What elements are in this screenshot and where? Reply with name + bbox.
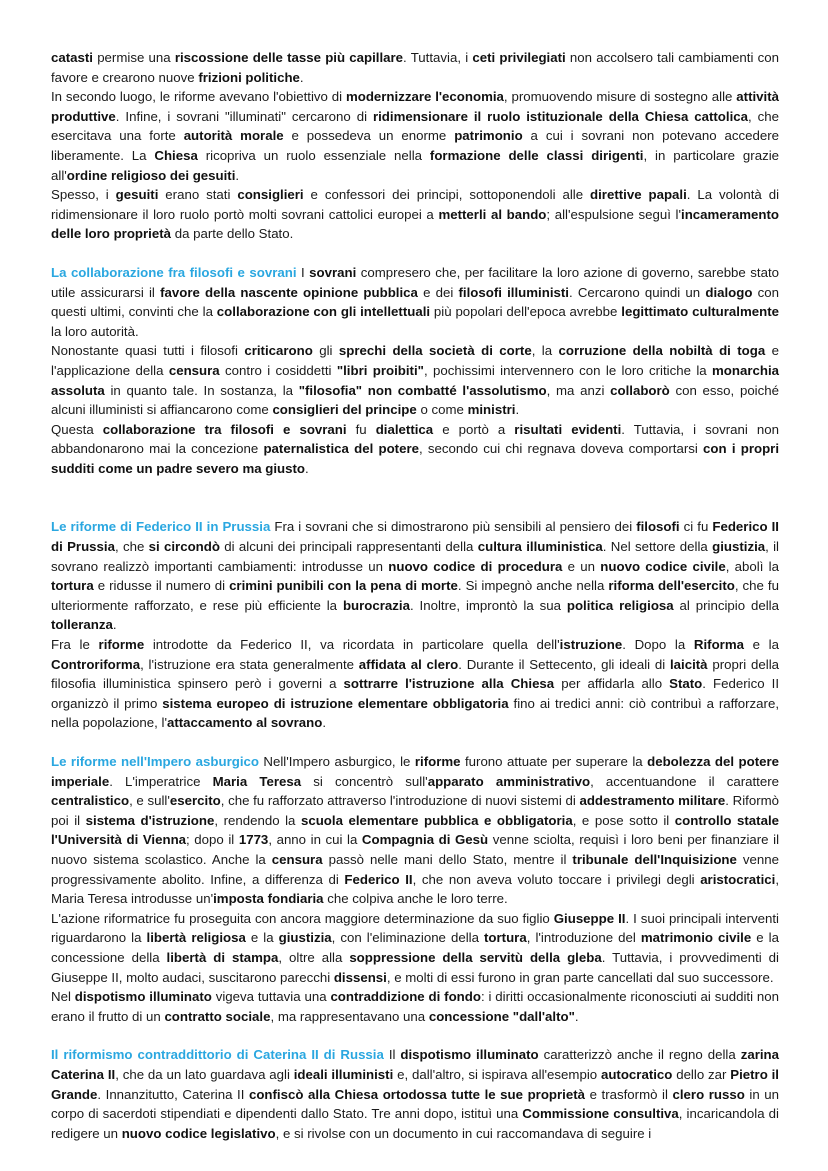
bold-term: centralistico — [51, 793, 130, 809]
bold-term: favore della nascente opinione pubblica — [160, 284, 418, 300]
bold-term: confiscò alla Chiesa ortodossa tutte le sue proprietà — [248, 1086, 586, 1102]
bold-term: Federico II — [344, 871, 413, 887]
text-run: , oltre alla — [278, 949, 350, 965]
text-run: , pochissimi intervennero con le loro critiche la — [423, 362, 712, 378]
text-run: per affidarla allo — [554, 676, 670, 692]
text-run: compresero che, per facilitare la loro azione di governo, sarebbe stato utile assicurarsi il — [51, 264, 780, 300]
bold-term: nuovo codice legislativo — [121, 1125, 276, 1141]
text-run: . Tuttavia, i sovrani non abbandonarono mai la concezione — [51, 421, 779, 457]
bold-term: libertà religiosa — [146, 930, 246, 946]
text-run: da parte dello Stato. — [171, 226, 294, 242]
bold-term: autorità morale — [183, 128, 284, 144]
text-run: si concentrò sull' — [301, 773, 428, 789]
bold-term: filosofi — [636, 519, 680, 535]
bold-term: tolleranza — [51, 617, 113, 633]
bold-term: gesuiti — [115, 187, 159, 203]
bold-term: affidata al clero — [358, 656, 459, 672]
text-run: ; dopo il — [186, 832, 239, 848]
text-run: vigeva tuttavia una — [211, 989, 331, 1005]
section-heading: La collaborazione fra filosofi e sovrani — [51, 264, 297, 280]
bold-term: ministri — [467, 402, 516, 418]
text-run: e possedeva un enorme — [283, 128, 455, 144]
text-run: venne progressivamente abolito. Infine, a differenza di — [51, 851, 779, 887]
text-run: ; all'espulsione seguì l' — [546, 206, 682, 222]
text-run: Spesso, i — [51, 187, 116, 203]
bold-term: tribunale dell'Inquisizione — [572, 851, 737, 867]
text-run: dello zar — [672, 1066, 731, 1082]
paragraph — [51, 752, 779, 909]
paragraph-spacer — [51, 733, 779, 752]
bold-term: consiglieri del principe — [272, 402, 417, 418]
bold-term: apparato amministrativo — [427, 773, 591, 789]
text-run: , Maria Teresa introdusse un' — [51, 871, 779, 907]
bold-term: consiglieri — [237, 187, 304, 203]
bold-term: si circondò — [148, 539, 220, 555]
text-run: in un corpo di sacerdoti stipendiati e dipendenti dallo Stato. Tre anni dopo, istituì una — [51, 1086, 780, 1122]
bold-term: giustizia — [278, 930, 332, 946]
bold-term: istruzione — [559, 637, 623, 653]
text-run: Questa — [51, 421, 103, 437]
bold-term: aristocratici — [700, 871, 776, 887]
text-run: . — [112, 617, 117, 633]
text-run: , che fu ulteriormente rafforzato, e rese più efficiente la — [51, 578, 779, 613]
bold-term: "libri proibiti" — [336, 362, 424, 378]
bold-term: corruzione della nobiltà di toga — [558, 343, 766, 359]
bold-term: Riforma — [693, 637, 744, 653]
text-run: non accolsero tali cambiamenti con favore e crearono nuove — [51, 50, 779, 85]
bold-term: 1773 — [238, 832, 269, 848]
text-run: , che esercitava una forte — [51, 108, 779, 144]
bold-term: riscossione delle tasse più capillare — [174, 50, 404, 65]
bold-term: Controriforma — [51, 656, 141, 672]
bold-term: debolezza del potere imperiale — [51, 754, 780, 789]
bold-term: dialogo — [705, 284, 753, 300]
paragraph — [51, 1045, 779, 1143]
text-run: permise una — [92, 50, 175, 65]
text-run: Il — [383, 1047, 401, 1063]
text-run: e trasformò il — [585, 1086, 673, 1102]
text-run: con questi ultimi, convinti che la — [51, 284, 780, 320]
text-run: fu — [346, 421, 376, 437]
bold-term: censura — [168, 362, 220, 378]
text-run: che colpiva anche le loro terre. — [323, 891, 508, 907]
bold-term: paternalistica del potere — [263, 441, 419, 457]
paragraph-spacer — [51, 244, 779, 263]
bold-term: giustizia — [712, 539, 766, 555]
text-run: , che fu rafforzato attraverso l'introduzione di nuovi sistemi di — [220, 793, 580, 809]
bold-term: incameramento delle loro proprietà — [51, 206, 779, 242]
text-run: . — [515, 402, 520, 418]
bold-term: imposta fondiaria — [213, 891, 324, 907]
text-run: la loro autorità. — [51, 323, 139, 339]
bold-term: collaborazione con gli intellettuali — [216, 304, 431, 320]
bold-term: sistema d'istruzione — [85, 812, 215, 828]
text-run: . Riformò poi il — [51, 793, 780, 828]
paragraph-spacer — [51, 1026, 779, 1045]
text-run: In secondo luogo, le riforme avevano l'obiettivo di — [51, 89, 346, 105]
text-run: . — [235, 167, 240, 183]
text-run: . Tuttavia, i provvedimenti di Giuseppe II, molto audaci, suscitarono parecchi — [51, 949, 779, 985]
bold-term: sovrani — [309, 264, 357, 280]
bold-term: laicità — [669, 656, 708, 672]
text-run: contro i cosiddetti — [219, 362, 337, 378]
text-run: e la concessione della — [51, 930, 779, 965]
bold-term: contraddizione di fondo — [330, 989, 481, 1005]
text-run: . Inoltre, improntò la sua — [409, 597, 567, 613]
bold-term: nuovo codice di procedura — [388, 558, 563, 574]
bold-term: Giuseppe II — [553, 910, 626, 926]
text-run: e, dall'altro, si ispirava all'esempio — [393, 1066, 601, 1082]
text-run: , abolì la — [725, 558, 779, 574]
text-run: erano stati — [158, 187, 238, 203]
text-run: . — [305, 460, 309, 476]
text-run: Nell'Impero asburgico, le — [258, 754, 415, 769]
text-run: . — [574, 1008, 579, 1024]
text-run: più popolari dell'epoca avrebbe — [430, 304, 622, 320]
text-run: . Durante il Settecento, gli ideali di — [458, 656, 670, 672]
text-run: . L'imperatrice — [109, 773, 213, 789]
text-run: . — [322, 715, 327, 731]
bold-term: "filosofia" non combatté l'assolutismo — [298, 382, 547, 398]
bold-term: Maria Teresa — [212, 773, 302, 789]
bold-term: addestramento militare — [579, 793, 726, 809]
bold-term: monarchia assoluta — [51, 362, 779, 398]
bold-term: tortura — [484, 930, 527, 946]
text-run: caratterizzò anche il regno della — [538, 1047, 741, 1063]
text-run: fino ai tredici anni: ciò contribuì a rafforzare, nella popolazione, l' — [51, 695, 779, 731]
bold-term: attaccamento al sovrano — [166, 715, 323, 731]
paragraph — [51, 420, 779, 479]
text-run: . La volontà di ridimensionare il loro ruolo portò molti sovrani cattolici europei a — [51, 187, 780, 222]
bold-term: esercito — [169, 793, 221, 809]
text-run: , in particolare grazie all' — [51, 147, 780, 183]
text-run: . Cercarono quindi un — [568, 284, 706, 300]
bold-term: riforme — [98, 637, 145, 653]
bold-term: autocratico — [600, 1066, 673, 1082]
text-run: di alcuni dei principali rappresentanti della — [219, 539, 478, 555]
text-run: , il sovrano realizzò importanti cambiamenti: introdusse un — [51, 539, 780, 574]
text-run: Nonostante quasi tutti i filosofi — [51, 343, 245, 359]
section-heading: Il riformismo contraddittorio di Caterina II di Russia — [51, 1047, 384, 1063]
text-run: Fra le — [51, 637, 99, 653]
bold-term: direttive papali — [590, 187, 687, 203]
bold-term: dispotismo illuminato — [74, 989, 212, 1005]
bold-term: filosofi illuministi — [458, 284, 569, 300]
text-run: . Nel settore della — [602, 539, 713, 555]
text-run: , l'istruzione era stata generalmente — [140, 656, 359, 672]
paragraph — [51, 185, 779, 244]
bold-term: legittimato culturalmente — [621, 304, 779, 320]
text-run: al principio della — [673, 597, 779, 613]
bold-term: ridimensionare il ruolo istituzionale della Chiesa cattolica — [372, 108, 749, 124]
bold-term: formazione delle classi dirigenti — [429, 147, 644, 163]
bold-term: risultati evidenti — [514, 421, 622, 437]
bold-term: frizioni politiche — [198, 69, 300, 85]
bold-term: Commissione consultiva — [522, 1106, 679, 1122]
bold-term: Compagnia di Gesù — [361, 832, 489, 848]
text-run: e l'applicazione della — [51, 343, 780, 378]
bold-term: burocrazia — [342, 597, 410, 613]
bold-term: contratto sociale — [164, 1008, 271, 1024]
text-run: furono attuate per superare la — [460, 754, 648, 769]
bold-term: riforma dell'esercito — [608, 578, 735, 594]
text-run: , secondo cui chi regnava doveva comportarsi — [418, 441, 704, 457]
text-run: , promuovendo misure di sostegno alle — [503, 89, 737, 105]
text-run: . I suoi principali interventi riguardarono la — [51, 910, 779, 946]
bold-term: criticarono — [244, 343, 313, 359]
bold-term: matrimonio civile — [640, 930, 752, 946]
text-run: e confessori dei principi, sottoponendoli alle — [303, 187, 591, 203]
text-run: , anno in cui la — [268, 832, 362, 848]
section-heading: Le riforme nell'Impero asburgico — [51, 754, 259, 769]
bold-term: Stato — [669, 676, 703, 692]
text-run: I — [296, 264, 310, 280]
paragraph — [51, 48, 779, 87]
paragraph — [51, 635, 779, 733]
bold-term: tortura — [51, 578, 94, 594]
bold-term: collaborò — [610, 382, 670, 398]
bold-term: clero russo — [672, 1086, 745, 1102]
text-run: , rendendo la — [214, 812, 301, 828]
text-run: : i diritti occasionalmente riconosciuti ai sudditi non erano il frutto di un — [51, 989, 779, 1024]
text-run: con esso, poiché alcuni illuministi si affiancarono come — [51, 382, 779, 418]
bold-term: catasti — [51, 50, 93, 65]
document-page — [51, 48, 779, 1143]
text-run: venne sciolta, requisì i loro beni per finanziare il nuovo sistema scolastico. Anche la — [51, 832, 780, 867]
bold-term: ceti privilegiati — [472, 50, 566, 65]
text-run: e un — [562, 558, 601, 574]
text-run: Nel — [51, 989, 75, 1005]
text-run: L'azione riformatrice fu proseguita con ancora maggiore determinazione da suo figlio — [51, 910, 554, 926]
bold-term: concessione "dall'alto" — [428, 1008, 575, 1024]
bold-term: dialettica — [375, 421, 434, 437]
text-run: a cui i sovrani non potevano accedere liberamente. La — [51, 128, 779, 163]
bold-term: politica religiosa — [566, 597, 674, 613]
text-run: , e sull' — [129, 793, 170, 809]
text-run: , che non aveva voluto toccare i privilegi degli — [412, 871, 701, 887]
bold-term: ordine religioso dei gesuiti — [66, 167, 236, 183]
bold-term: metterli al bando — [438, 206, 547, 222]
bold-term: attività produttive — [51, 89, 779, 124]
bold-term: scuola elementare pubblica e obbligatoria — [300, 812, 573, 828]
text-run: passò nelle mani dello Stato, mentre il — [322, 851, 573, 867]
text-run: e la — [245, 930, 279, 946]
bold-term: ideali illuministi — [293, 1066, 394, 1082]
text-run: e portò a — [433, 421, 515, 437]
bold-term: zarina Caterina II — [51, 1047, 779, 1082]
bold-term: libertà di stampa — [166, 949, 279, 965]
bold-term: Chiesa — [154, 147, 198, 163]
bold-term: controllo statale l'Università di Vienna — [51, 812, 779, 848]
bold-term: modernizzare l'economia — [345, 89, 504, 105]
text-run: ci fu — [679, 519, 713, 535]
text-run: . Infine, i sovrani "illuminati" cercarono di — [115, 108, 373, 124]
text-run: , che — [114, 539, 149, 555]
paragraph — [51, 517, 779, 635]
bold-term: Federico II di Prussia — [51, 519, 779, 555]
text-run: ricopriva un ruolo essenziale nella — [197, 147, 430, 163]
text-run: , e pose sotto il — [572, 812, 675, 828]
bold-term: sistema europeo di istruzione elementare obbligatoria — [162, 695, 509, 711]
bold-term: crimini punibili con la pena di morte — [229, 578, 458, 594]
bold-term: sottrarre l'istruzione alla Chiesa — [343, 676, 555, 692]
paragraph — [51, 909, 779, 987]
text-run: e dei — [417, 284, 459, 300]
text-run: gli — [312, 343, 339, 359]
bold-term: cultura illuministica — [477, 539, 603, 555]
text-run: , che da un lato guardava agli — [115, 1066, 294, 1082]
text-run: . Dopo la — [622, 637, 694, 653]
paragraph — [51, 263, 779, 341]
text-run: . — [299, 69, 304, 85]
section-heading: Le riforme di Federico II in Prussia — [51, 519, 271, 535]
text-run: o come — [416, 402, 468, 418]
text-run: , l'introduzione del — [526, 930, 641, 946]
bold-term: dissensi — [333, 969, 387, 985]
bold-term: Pietro il Grande — [51, 1066, 779, 1102]
bold-term: riforme — [414, 754, 461, 769]
bold-term: censura — [271, 851, 323, 867]
paragraph-spacer — [51, 478, 779, 517]
bold-term: sprechi della società di corte — [338, 343, 532, 359]
text-run: e la — [743, 637, 779, 653]
bold-term: patrimonio — [454, 128, 523, 144]
text-run: , incaricandola di redigere un — [51, 1106, 779, 1141]
text-run: in quanto tale. In sostanza, la — [104, 382, 299, 398]
text-run: , accentuandone il carattere — [590, 773, 779, 789]
text-run: propri della filosofia illuministica spinsero però i governi a — [51, 656, 780, 692]
text-run: . Tuttavia, i — [403, 50, 473, 65]
text-run: introdotte da Federico II, va ricordata in particolare quella dell' — [144, 637, 560, 653]
text-run: . Si impegnò anche nella — [457, 578, 609, 594]
paragraph — [51, 987, 779, 1026]
bold-term: soppressione della servitù della gleba — [349, 949, 602, 965]
text-run: , e si rivolse con un documento in cui raccomandava di seguire i — [275, 1125, 652, 1141]
text-run: . Federico II organizzò il primo — [51, 676, 779, 711]
text-run: , con l'eliminazione della — [331, 930, 485, 946]
paragraph — [51, 341, 779, 419]
text-run: , ma anzi — [546, 382, 611, 398]
text-run: , la — [531, 343, 559, 359]
text-run: , e molti di essi furono in gran parte cancellati dal suo successore. — [386, 969, 774, 985]
text-run: , ma rappresentavano una — [270, 1008, 429, 1024]
bold-term: dispotismo illuminato — [400, 1047, 539, 1063]
bold-term: con i propri sudditi come un padre severo ma giusto — [51, 441, 780, 476]
paragraph — [51, 87, 779, 185]
text-run: e ridusse il numero di — [93, 578, 230, 594]
text-run: Fra i sovrani che si dimostrarono più sensibili al pensiero dei — [270, 519, 637, 535]
bold-term: collaborazione tra filosofi e sovrani — [102, 421, 347, 437]
text-run: . Innanzitutto, Caterina II — [97, 1086, 249, 1102]
bold-term: nuovo codice civile — [600, 558, 726, 574]
